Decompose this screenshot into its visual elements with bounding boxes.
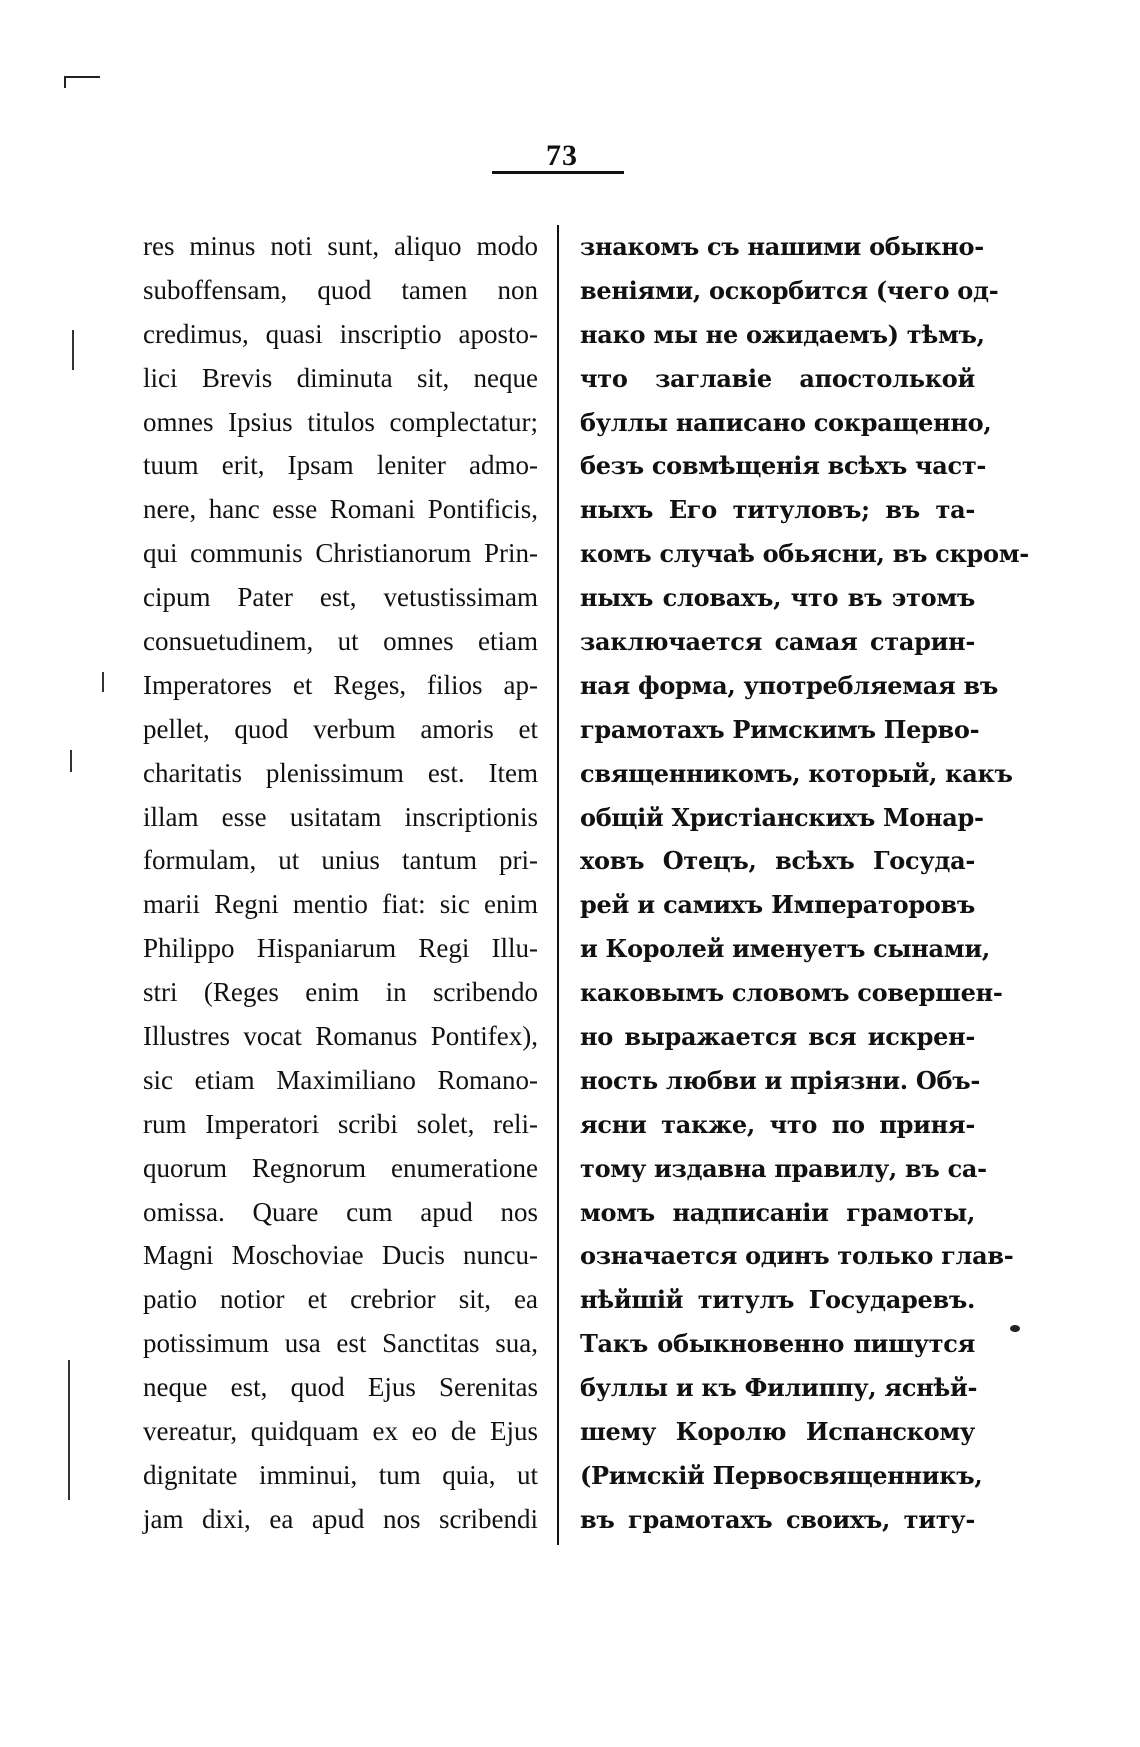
latin-line: patio notior et crebrior sit, ea bbox=[143, 1284, 538, 1315]
russian-line: (Римскій Первосвященникъ, bbox=[580, 1460, 983, 1490]
latin-line: nere, hanc esse Romani Pontificis, bbox=[143, 494, 538, 525]
latin-line: potissimum usa est Sanctitas sua, bbox=[143, 1328, 538, 1359]
latin-line: formulam, ut unius tantum pri- bbox=[143, 845, 538, 876]
russian-line: заключается самая старин- bbox=[580, 627, 975, 657]
russian-line: комъ случаѣ обьясни, въ скром- bbox=[580, 539, 1029, 569]
latin-line: charitatis plenissimum est. Item bbox=[143, 757, 538, 788]
russian-line: рей и самихъ Императоровъ bbox=[580, 890, 975, 920]
latin-line: Imperatores et Reges, filios ap- bbox=[143, 669, 538, 700]
latin-line: credimus, quasi inscriptio aposto- bbox=[143, 318, 538, 349]
russian-line: и Королей именуетъ сынами, bbox=[580, 934, 990, 964]
russian-line: священникомъ, который, какъ bbox=[580, 758, 1013, 788]
russian-line: ясни также, что по приня- bbox=[580, 1109, 975, 1139]
latin-line: pellet, quod verbum amoris et bbox=[143, 713, 538, 744]
margin-scan-mark bbox=[68, 1360, 70, 1500]
latin-text-column bbox=[143, 225, 538, 1542]
russian-line: нако мы не ожидаемъ) тѣмъ, bbox=[580, 319, 985, 349]
latin-line: marii Regni mentio fiat: sic enim bbox=[143, 889, 538, 920]
russian-line: означается одинъ только глав- bbox=[580, 1241, 1014, 1271]
latin-line: consuetudinem, ut omnes etiam bbox=[143, 626, 538, 657]
latin-line: Philippo Hispaniarum Regi Illu- bbox=[143, 933, 538, 964]
latin-line: lici Brevis diminuta sit, neque bbox=[143, 362, 538, 393]
russian-line: ность любви и пріязни. Объ- bbox=[580, 1065, 981, 1095]
latin-line: dignitate imminui, tum quia, ut bbox=[143, 1459, 538, 1490]
latin-line: Magni Moschoviae Ducis nuncu- bbox=[143, 1240, 538, 1271]
header-rule bbox=[492, 171, 624, 174]
russian-line: шему Королю Испанскому bbox=[580, 1417, 975, 1447]
latin-line: illam esse usitatam inscriptionis bbox=[143, 801, 538, 832]
latin-line: Illustres vocat Romanus Pontifex), bbox=[143, 1021, 538, 1052]
page-number: 73 bbox=[546, 139, 578, 172]
russian-line: Такъ обыкновенно пишутся bbox=[580, 1329, 975, 1359]
russian-line: но выражается вся искрен- bbox=[580, 1022, 975, 1052]
latin-line: vereatur, quidquam ex eo de Ejus bbox=[143, 1416, 538, 1447]
latin-line: omissa. Quare cum apud nos bbox=[143, 1196, 538, 1227]
column-divider bbox=[557, 225, 559, 1545]
margin-ink-speck bbox=[1010, 1325, 1020, 1332]
russian-line: ныхъ Его титуловъ; въ та- bbox=[580, 495, 975, 525]
margin-scan-mark bbox=[70, 750, 72, 772]
latin-line: quorum Regnorum enumeratione bbox=[143, 1152, 538, 1183]
latin-line: neque est, quod Ejus Serenitas bbox=[143, 1372, 538, 1403]
russian-line: веніями, оскорбится (чего од- bbox=[580, 275, 999, 305]
russian-line: ныхъ словахъ, что въ этомъ bbox=[580, 583, 975, 613]
latin-line: rum Imperatori scribi solet, reli- bbox=[143, 1108, 538, 1139]
latin-line: suboffensam, quod tamen non bbox=[143, 274, 538, 305]
russian-line: общій Христіанскихъ Монар- bbox=[580, 802, 984, 832]
russian-line: въ грамотахъ своихъ, титу- bbox=[580, 1504, 975, 1534]
russian-line: ная форма, употребляемая въ bbox=[580, 670, 999, 700]
latin-line: cipum Pater est, vetustissimam bbox=[143, 582, 538, 613]
latin-line: tuum erit, Ipsam leniter admo- bbox=[143, 450, 538, 481]
russian-line: каковымъ словомъ совершен- bbox=[580, 978, 1003, 1008]
russian-line: тому издавна правилу, въ са- bbox=[580, 1153, 987, 1183]
margin-scan-mark bbox=[102, 672, 104, 692]
russian-line: безъ совмѣщенія всѣхъ част- bbox=[580, 451, 987, 481]
russian-line: нѣйшій титулъ Государевъ. bbox=[580, 1285, 975, 1315]
russian-line: что заглавіе апостолькой bbox=[580, 363, 975, 393]
latin-line: qui communis Christianorum Prin- bbox=[143, 538, 538, 569]
latin-line: stri (Reges enim in scribendo bbox=[143, 977, 538, 1008]
russian-line: буллы написано сокращенно, bbox=[580, 407, 992, 437]
russian-line: знакомъ съ нашими обыкно- bbox=[580, 232, 984, 261]
russian-line: момъ надписаніи грамоты, bbox=[580, 1197, 975, 1227]
russian-text-column bbox=[580, 225, 1029, 1542]
russian-line: грамотахъ Римскимъ Перво- bbox=[580, 714, 980, 744]
russian-line: буллы и къ Филиппу, яснѣй- bbox=[580, 1373, 978, 1403]
latin-line: sic etiam Maximiliano Romano- bbox=[143, 1064, 538, 1095]
latin-line: jam dixi, ea apud nos scribendi bbox=[143, 1503, 538, 1534]
margin-scan-mark bbox=[72, 330, 74, 370]
corner-crop-mark bbox=[64, 76, 100, 88]
latin-line: omnes Ipsius titulos complectatur; bbox=[143, 406, 538, 437]
latin-line: res minus noti sunt, aliquo modo bbox=[143, 231, 538, 261]
russian-line: ховъ Отецъ, всѣхъ Госуда- bbox=[580, 846, 975, 876]
